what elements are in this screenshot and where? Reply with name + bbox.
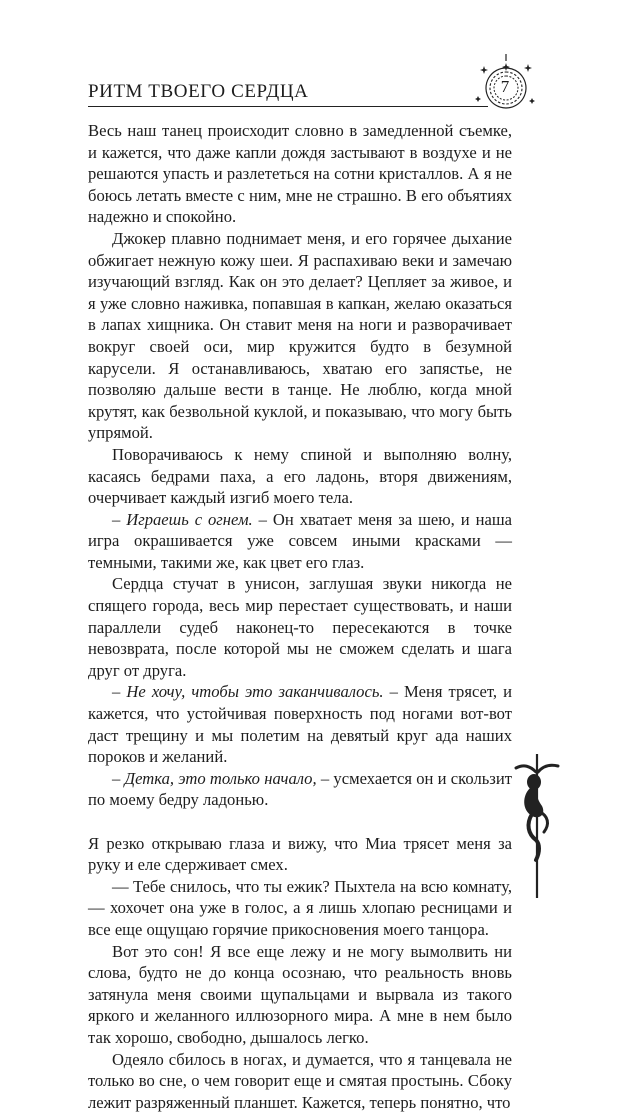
running-header <box>88 80 528 104</box>
dialogue-paragraph: – Не хочу, чтобы это заканчивалось. – Меня трясет, и кажется, что устойчивая поверхность под ногами вот-вот даст трещину и мы полетим на девятый круг ада наших пороков и желаний. <box>88 682 513 767</box>
dialogue-paragraph: – Детка, это только начало, – усмехается он и скользит по моему бедру ладонью. <box>88 768 512 810</box>
paragraph: Я резко открываю глаза и вижу, что Миа трясет меня за руку и еле сдерживает смех. <box>88 833 512 875</box>
paragraph: Весь наш танец происходит словно в замедленной съемке, и кажется, что даже капли дождя застывают в воздухе и не решаются упасть и разлететься на сотни кристаллов. А я не боюсь летать вместе с ним, мне не страшно. В его объятиях надежно и спокойно. <box>88 121 512 227</box>
dialogue-paragraph: – Играешь с огнем. – Он хватает меня за шею, и наша игра окрашивается уже совсем иными красками — темными, такими же, как цвет его глаз. <box>88 509 512 572</box>
body-text <box>88 120 512 1113</box>
paragraph: Одеяло сбилось в ногах, и думается, что я танцевала не только во сне, о чем говорит еще и смятая простынь. Сбоку лежит разряженный планшет. Кажется, теперь понятно, что <box>88 1049 512 1112</box>
header-rule <box>88 106 488 107</box>
pole-dancer-icon <box>514 752 560 900</box>
paragraph: Джокер плавно поднимает меня, и его горячее дыхание обжигает нежную кожу шеи. Я распахиваю веки и замечаю изучающий взгляд. Как он это делает? Цепляет за живое, и я уже словно наживка, попавшая в капкан, желаю оказаться в лапах хищника. Он ставит меня на ноги и разворачивает вокруг своей оси, мир кружится будто в безумной карусели. Я останавливаюсь, хватаю его запястье, не позволяю дальше вести в танце. Не люблю, когда мной крутят, как безвольной куклой, и показываю, что могу быть упрямой. <box>88 228 512 443</box>
paragraph: Поворачиваюсь к нему спиной и выполняю волну, касаясь бедрами паха, а его ладонь, вторя движениям, очерчивает каждый изгиб моего тела. <box>88 444 512 508</box>
dialogue-paragraph: — Тебе снилось, что ты ежик? Пыхтела на всю комнату, — хохочет она уже в голос, а я лишь хлопаю ресницами и все еще ощущаю горячие прикосновения моего танцора. <box>88 876 512 939</box>
paragraph: Вот это сон! Я все еще лежу и не могу вымолвить ни слова, будто не до конца осознаю, что реальность вновь затянула меня своими щупальцами и вырвала из такого яркого и желанного иллюзорного мира. А мне в нем было так хорошо, свободно, дышалось легко. <box>88 941 512 1047</box>
page-number: 7 <box>500 77 510 96</box>
book-title: РИТМ ТВОЕГО СЕРДЦА <box>88 81 309 102</box>
paragraph: Сердца стучат в унисон, заглушая звуки никогда не спящего города, весь мир перестает существовать, и наши параллели судеб наконец-то пересекаются в точке невозврата, после которой мы не сможем сделать и шага друг от друга. <box>88 574 512 680</box>
